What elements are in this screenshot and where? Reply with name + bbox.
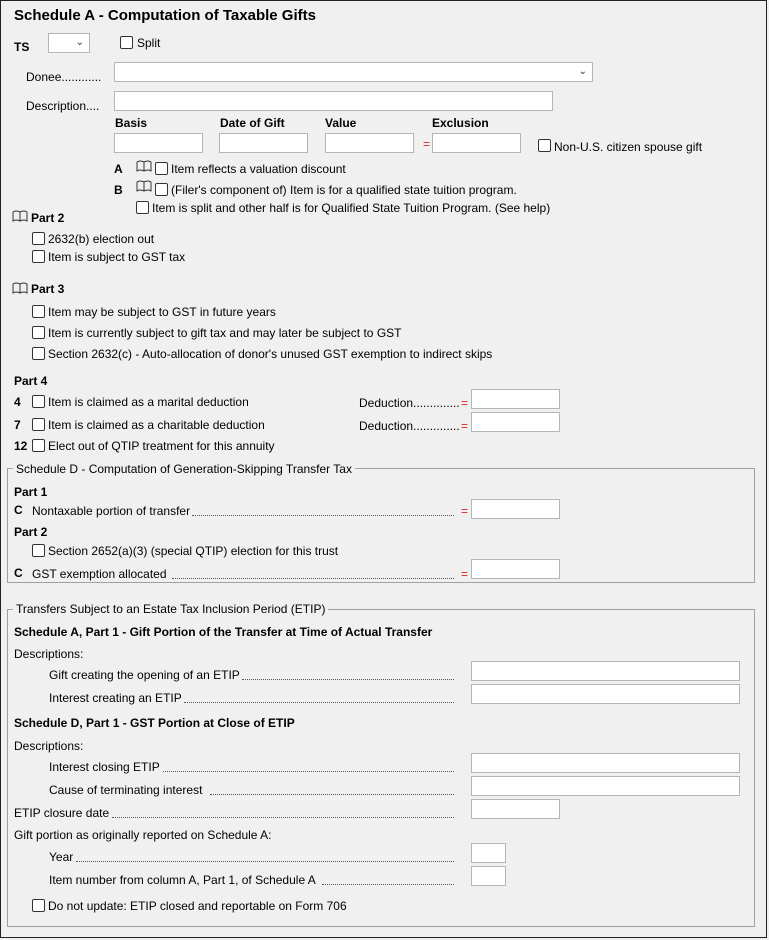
leader-dots bbox=[172, 578, 454, 579]
closure-date-label: ETIP closure date bbox=[14, 806, 110, 820]
gift-portion-label: Gift portion as originally reported on Schedule A: bbox=[14, 828, 272, 842]
chevron-down-icon: ⌄ bbox=[75, 37, 84, 48]
date-of-gift-label: Date of Gift bbox=[220, 116, 285, 130]
descriptions-label-2: Descriptions: bbox=[14, 739, 84, 753]
interest-creating-label: Interest creating an ETIP bbox=[49, 691, 182, 705]
descriptions-label: Descriptions: bbox=[14, 647, 84, 661]
sched-d-c2-letter: C bbox=[14, 566, 23, 580]
split-tuition-label: Item is split and other half is for Qualified State Tuition Program. (See help) bbox=[152, 201, 551, 215]
split-label: Split bbox=[137, 36, 161, 50]
marital-deduction-input[interactable] bbox=[471, 389, 560, 409]
part4-title: Part 4 bbox=[14, 374, 48, 388]
book-icon[interactable] bbox=[12, 282, 28, 294]
split-tuition-checkbox[interactable] bbox=[136, 201, 149, 214]
auto-allocation-checkbox[interactable] bbox=[32, 347, 45, 360]
leader-dots bbox=[210, 794, 454, 795]
equals-sign: = bbox=[461, 504, 469, 518]
charitable-deduction-amount-label: Deduction.............. bbox=[359, 419, 460, 433]
part3-title: Part 3 bbox=[31, 282, 65, 296]
subject-gst-checkbox[interactable] bbox=[32, 250, 45, 263]
leader-dots bbox=[192, 515, 454, 516]
page-title: Schedule A - Computation of Taxable Gifts bbox=[14, 7, 316, 24]
exclusion-input[interactable] bbox=[432, 133, 521, 153]
split-checkbox[interactable] bbox=[120, 36, 133, 49]
gift-opening-input[interactable] bbox=[471, 661, 740, 681]
special-qtip-checkbox[interactable] bbox=[32, 544, 45, 557]
etip-sched-a-title: Schedule A, Part 1 - Gift Portion of the Transfer at Time of Actual Transfer bbox=[14, 625, 433, 639]
sched-d-c1-letter: C bbox=[14, 503, 23, 517]
election-out-label: 2632(b) election out bbox=[48, 232, 155, 246]
auto-allocation-label: Section 2632(c) - Auto-allocation of donor's unused GST exemption to indirect skips bbox=[48, 347, 493, 361]
ts-label: TS bbox=[14, 40, 30, 54]
interest-closing-input[interactable] bbox=[471, 753, 740, 773]
equals-sign: = bbox=[423, 137, 431, 151]
nontaxable-input[interactable] bbox=[471, 499, 560, 519]
row-b-letter: B bbox=[114, 183, 123, 197]
year-label: Year bbox=[49, 850, 74, 864]
interest-closing-label: Interest closing ETIP bbox=[49, 760, 160, 774]
donee-label: Donee............ bbox=[26, 70, 102, 84]
qtip-elect-out-label: Elect out of QTIP treatment for this annuity bbox=[48, 439, 275, 453]
leader-dots bbox=[242, 679, 454, 680]
marital-deduction-checkbox[interactable] bbox=[32, 395, 45, 408]
cause-terminating-input[interactable] bbox=[471, 776, 740, 796]
sched-d-part2-title: Part 2 bbox=[14, 525, 48, 539]
row-4-num: 4 bbox=[14, 395, 21, 409]
qualified-tuition-checkbox[interactable] bbox=[155, 183, 168, 196]
marital-deduction-amount-label: Deduction.............. bbox=[359, 396, 460, 410]
valuation-discount-label: Item reflects a valuation discount bbox=[171, 162, 346, 176]
row-7-num: 7 bbox=[14, 418, 21, 432]
book-icon[interactable] bbox=[136, 180, 152, 192]
leader-dots bbox=[163, 771, 454, 772]
closure-date-input[interactable] bbox=[471, 799, 560, 819]
basis-label: Basis bbox=[115, 116, 148, 130]
date-of-gift-input[interactable] bbox=[219, 133, 308, 153]
etip-legend: Transfers Subject to an Estate Tax Inclusion Period (ETIP) bbox=[13, 602, 328, 616]
description-input[interactable] bbox=[114, 91, 553, 111]
charitable-deduction-label: Item is claimed as a charitable deduction bbox=[48, 418, 265, 432]
year-input[interactable] bbox=[471, 843, 506, 863]
valuation-discount-checkbox[interactable] bbox=[155, 162, 168, 175]
sched-d-part1-title: Part 1 bbox=[14, 485, 48, 499]
subject-gst-label: Item is subject to GST tax bbox=[48, 250, 186, 264]
book-icon[interactable] bbox=[136, 160, 152, 172]
equals-sign: = bbox=[461, 396, 469, 410]
schedule-d-group bbox=[7, 468, 755, 583]
do-not-update-label: Do not update: ETIP closed and reportable on Form 706 bbox=[48, 899, 347, 913]
gst-exemption-label: GST exemption allocated bbox=[32, 567, 167, 581]
part2-title: Part 2 bbox=[31, 211, 65, 225]
equals-sign: = bbox=[461, 419, 469, 433]
do-not-update-checkbox[interactable] bbox=[32, 899, 45, 912]
value-input[interactable] bbox=[325, 133, 414, 153]
schedule-d-legend: Schedule D - Computation of Generation-Skipping Transfer Tax bbox=[13, 462, 355, 476]
leader-dots bbox=[322, 884, 454, 885]
chevron-down-icon: ⌄ bbox=[578, 66, 587, 77]
donee-select[interactable] bbox=[114, 62, 593, 82]
charitable-deduction-input[interactable] bbox=[471, 412, 560, 432]
gift-opening-label: Gift creating the opening of an ETIP bbox=[49, 668, 240, 682]
value-label: Value bbox=[325, 116, 357, 130]
cause-terminating-label: Cause of terminating interest bbox=[49, 783, 203, 797]
gst-exemption-input[interactable] bbox=[471, 559, 560, 579]
qualified-tuition-label: (Filer's component of) Item is for a qualified state tuition program. bbox=[171, 183, 517, 197]
special-qtip-label: Section 2652(a)(3) (special QTIP) election for this trust bbox=[48, 544, 339, 558]
exclusion-label: Exclusion bbox=[432, 116, 489, 130]
later-gst-checkbox[interactable] bbox=[32, 326, 45, 339]
basis-input[interactable] bbox=[114, 133, 203, 153]
item-number-label: Item number from column A, Part 1, of Schedule A bbox=[49, 873, 316, 887]
nontaxable-label: Nontaxable portion of transfer bbox=[32, 504, 191, 518]
non-us-spouse-checkbox[interactable] bbox=[538, 139, 551, 152]
qtip-elect-out-checkbox[interactable] bbox=[32, 439, 45, 452]
leader-dots bbox=[112, 817, 454, 818]
non-us-spouse-label: Non-U.S. citizen spouse gift bbox=[554, 140, 703, 154]
future-gst-label: Item may be subject to GST in future years bbox=[48, 305, 276, 319]
etip-sched-d-title: Schedule D, Part 1 - GST Portion at Close of ETIP bbox=[14, 716, 295, 730]
row-a-letter: A bbox=[114, 162, 123, 176]
leader-dots bbox=[184, 702, 454, 703]
book-icon[interactable] bbox=[12, 210, 28, 222]
row-12-num: 12 bbox=[14, 439, 28, 453]
charitable-deduction-checkbox[interactable] bbox=[32, 418, 45, 431]
marital-deduction-label: Item is claimed as a marital deduction bbox=[48, 395, 249, 409]
future-gst-checkbox[interactable] bbox=[32, 305, 45, 318]
later-gst-label: Item is currently subject to gift tax and may later be subject to GST bbox=[48, 326, 402, 340]
election-out-checkbox[interactable] bbox=[32, 232, 45, 245]
ts-select[interactable] bbox=[48, 33, 90, 53]
interest-creating-input[interactable] bbox=[471, 684, 740, 704]
leader-dots bbox=[76, 861, 454, 862]
item-number-input[interactable] bbox=[471, 866, 506, 886]
equals-sign: = bbox=[461, 567, 469, 581]
description-label: Description.... bbox=[26, 99, 100, 113]
